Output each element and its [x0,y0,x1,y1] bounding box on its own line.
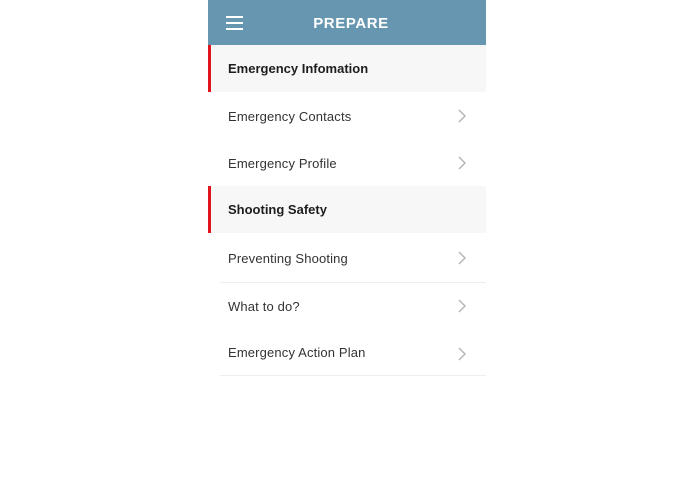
chevron-right-icon [458,251,466,265]
list-item-emergency-contacts[interactable] [208,93,486,139]
list-item-preventing-shooting[interactable] [208,235,486,281]
list-item-emergency-profile[interactable] [208,140,486,186]
list-item-label: Preventing Shooting [228,251,348,266]
section-header-shooting-safety [208,186,486,233]
page-title: PREPARE [313,15,389,32]
section-accent-bar [208,186,211,233]
list-item-emergency-action-plan[interactable] [208,329,486,375]
section-header-emergency-information [208,45,486,92]
section-accent-bar [208,45,211,92]
chevron-right-icon [458,347,466,361]
list-item-label: Emergency Action Plan [228,345,366,360]
app-screen [208,0,486,494]
section-title: Shooting Safety [228,202,327,217]
chevron-right-icon [458,156,466,170]
list-item-label: What to do? [228,299,300,314]
chevron-right-icon [458,109,466,123]
list-item-label: Emergency Profile [228,156,337,171]
header-bar [208,0,486,45]
chevron-right-icon [458,299,466,313]
list-item-what-to-do[interactable] [208,283,486,329]
divider [220,375,486,376]
list-item-label: Emergency Contacts [228,109,352,124]
section-title: Emergency Infomation [228,61,369,76]
